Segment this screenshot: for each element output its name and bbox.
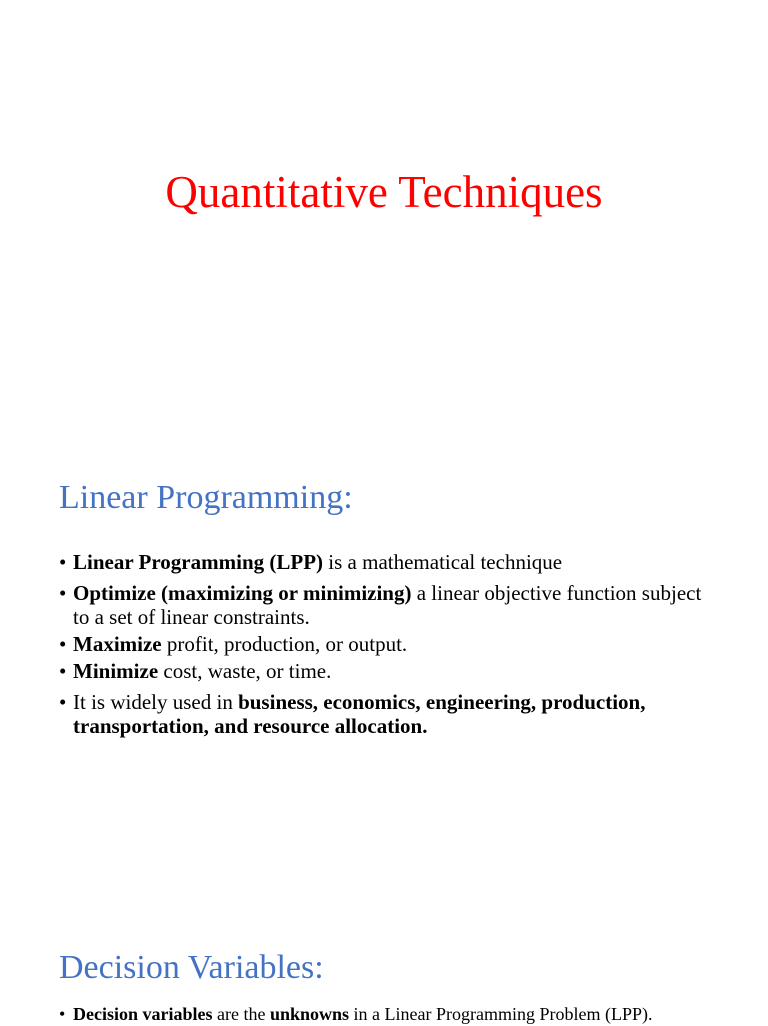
bold-text: Minimize	[73, 659, 159, 683]
body-text: are the	[212, 1004, 270, 1024]
bold-text: unknowns	[269, 1004, 350, 1024]
body-text: cost, waste, or time.	[158, 659, 332, 683]
list-item	[59, 690, 709, 738]
list-item	[59, 659, 709, 683]
bold-text: Linear Programming (LPP)	[73, 550, 324, 574]
list-item	[59, 632, 709, 656]
body-text: in a Linear Programming Problem (LPP).	[349, 1004, 653, 1024]
section-heading-decision-variables: Decision Variables:	[59, 949, 324, 986]
bullet-icon: •	[59, 1004, 66, 1024]
body-text: is a mathematical technique	[323, 550, 563, 574]
bullet-icon: •	[59, 632, 67, 656]
bullet-icon: •	[59, 581, 67, 605]
list-item	[59, 1002, 709, 1026]
section-heading-linear-programming: Linear Programming:	[59, 479, 353, 516]
list-item	[59, 550, 709, 574]
bullet-list-linear-programming	[59, 550, 709, 745]
bullet-icon: •	[59, 550, 67, 574]
list-item	[59, 581, 709, 629]
bold-text: Decision variables	[73, 1004, 213, 1024]
bold-text: business, economics, engineering, production, transportation, and resource allocation.	[73, 690, 646, 738]
bullet-icon: •	[59, 690, 67, 714]
body-text: a linear objective function subject to a set of linear constraints.	[73, 581, 702, 629]
bullet-icon: •	[59, 659, 67, 683]
body-text: profit, production, or output.	[161, 632, 408, 656]
bold-text: Maximize	[73, 632, 162, 656]
bullet-list-decision-variables	[59, 1002, 709, 1026]
bold-text: Optimize (maximizing or minimizing)	[73, 581, 412, 605]
page-title: Quantitative Techniques	[165, 167, 603, 217]
body-text: It is widely used in	[73, 690, 239, 714]
